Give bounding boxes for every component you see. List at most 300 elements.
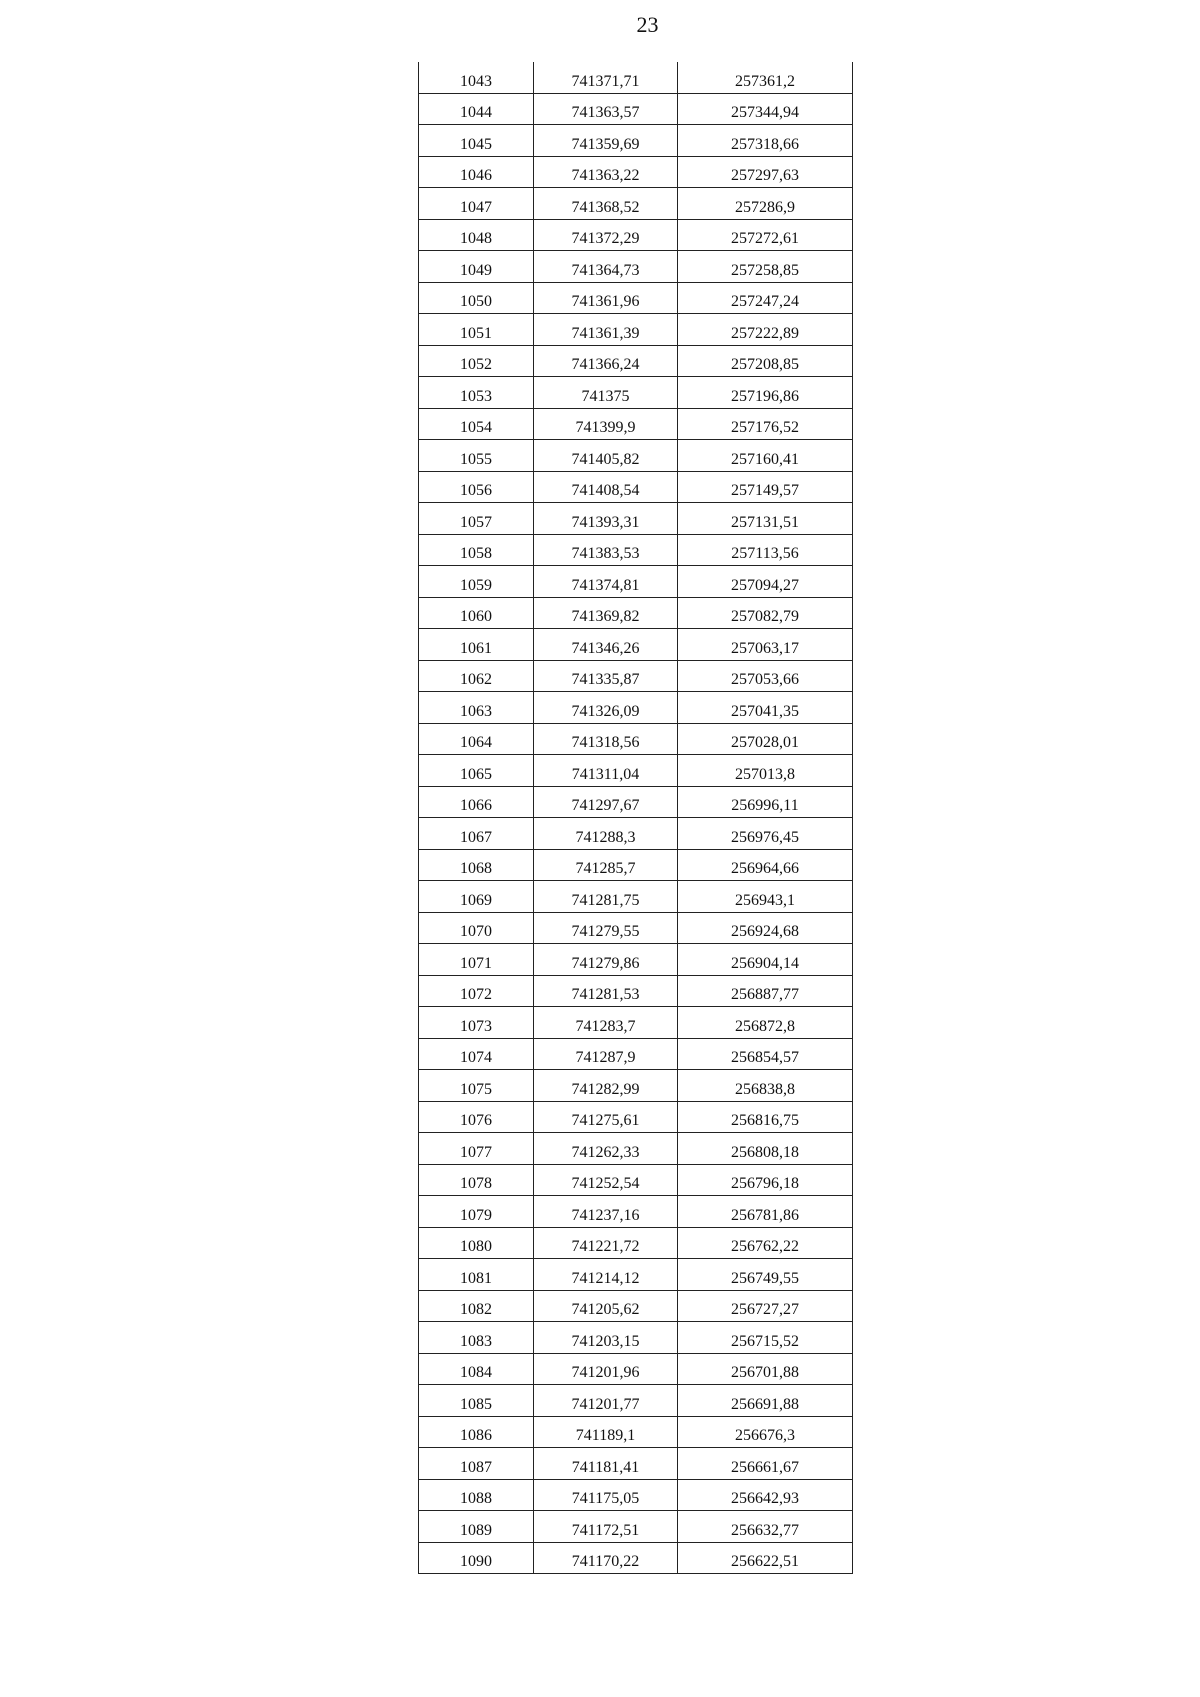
x-coordinate-cell: [534, 1542, 678, 1574]
point-number-cell: [419, 440, 534, 472]
point-number-cell: [419, 755, 534, 787]
y-coordinate-cell: [678, 1290, 853, 1322]
x-coordinate-value: 741399,9: [575, 419, 636, 436]
x-coordinate-value: 741326,09: [571, 702, 640, 720]
x-coordinate-value: 741172,51: [571, 1521, 640, 1539]
point-number-value: 1052: [460, 356, 492, 373]
y-coordinate-cell: [678, 1101, 853, 1133]
point-number-cell: [419, 1133, 534, 1165]
table-row: [419, 1448, 853, 1480]
x-coordinate-cell: [534, 314, 678, 346]
point-number-cell: [419, 93, 534, 125]
x-coordinate-cell: [534, 1353, 678, 1385]
x-coordinate-value: 741252,54: [571, 1175, 640, 1192]
table-row: [419, 755, 853, 787]
table-row: [419, 188, 853, 220]
point-number-value: 1048: [460, 230, 492, 247]
y-coordinate-value: 257041,35: [731, 702, 799, 720]
y-coordinate-cell: [678, 188, 853, 220]
y-coordinate-cell: [678, 1070, 853, 1102]
table-row: [419, 1227, 853, 1259]
x-coordinate-cell: [534, 975, 678, 1007]
y-coordinate-cell: [678, 440, 853, 472]
x-coordinate-value: 741189,1: [575, 1427, 636, 1444]
y-coordinate-cell: [678, 471, 853, 503]
point-number-cell: [419, 660, 534, 692]
x-coordinate-cell: [534, 282, 678, 314]
y-coordinate-cell: [678, 1542, 853, 1574]
y-coordinate-cell: [678, 1133, 853, 1165]
point-number-cell: [419, 1479, 534, 1511]
x-coordinate-value: 741405,82: [571, 450, 640, 468]
x-coordinate-value: 741205,62: [571, 1301, 640, 1318]
page-number: 23: [636, 12, 659, 37]
x-coordinate-cell: [534, 251, 678, 283]
x-coordinate-value: 741346,26: [571, 639, 640, 657]
y-coordinate-value: 256749,55: [731, 1269, 799, 1287]
table-row: [419, 1479, 853, 1511]
point-number-value: 1047: [460, 198, 492, 216]
y-coordinate-value: 257258,85: [731, 261, 799, 279]
x-coordinate-value: 741363,22: [571, 167, 640, 184]
table-row: [419, 1196, 853, 1228]
y-coordinate-cell: [678, 723, 853, 755]
table-row: [419, 1353, 853, 1385]
x-coordinate-cell: [534, 188, 678, 220]
y-coordinate-value: 256691,88: [731, 1395, 799, 1413]
y-coordinate-cell: [678, 1038, 853, 1070]
y-coordinate-cell: [678, 282, 853, 314]
y-coordinate-cell: [678, 660, 853, 692]
x-coordinate-cell: [534, 1164, 678, 1196]
y-coordinate-value: 257222,89: [731, 324, 799, 342]
y-coordinate-cell: [678, 1259, 853, 1291]
y-coordinate-value: 257113,56: [731, 545, 799, 562]
table-row: [419, 440, 853, 472]
table-row: [419, 1385, 853, 1417]
point-number-value: 1059: [460, 576, 492, 594]
y-coordinate-cell: [678, 1479, 853, 1511]
point-number-cell: [419, 786, 534, 818]
point-number-cell: [419, 1164, 534, 1196]
point-number-cell: [419, 723, 534, 755]
table-row: [419, 534, 853, 566]
point-number-value: 1076: [460, 1112, 492, 1129]
point-number-value: 1055: [460, 450, 492, 468]
x-coordinate-value: 741361,39: [571, 324, 640, 342]
x-coordinate-value: 741318,56: [571, 734, 640, 751]
x-coordinate-value: 741372,29: [571, 230, 640, 247]
y-coordinate-cell: [678, 629, 853, 661]
y-coordinate-cell: [678, 503, 853, 535]
x-coordinate-value: 741368,52: [571, 198, 640, 216]
y-coordinate-cell: [678, 912, 853, 944]
point-number-cell: [419, 219, 534, 251]
coordinates-table-body: [419, 62, 853, 1574]
point-number-value: 1053: [460, 387, 492, 405]
y-coordinate-value: 256887,77: [731, 986, 799, 1003]
point-number-value: 1043: [460, 72, 492, 90]
y-coordinate-cell: [678, 1322, 853, 1354]
y-coordinate-value: 256781,86: [731, 1206, 799, 1224]
y-coordinate-value: 257208,85: [731, 356, 799, 373]
x-coordinate-cell: [534, 597, 678, 629]
point-number-cell: [419, 282, 534, 314]
y-coordinate-value: 257013,8: [735, 765, 795, 783]
y-coordinate-value: 257082,79: [731, 608, 799, 625]
y-coordinate-cell: [678, 566, 853, 598]
table-row: [419, 1038, 853, 1070]
x-coordinate-cell: [534, 1479, 678, 1511]
table-row: [419, 1511, 853, 1543]
x-coordinate-value: 741279,86: [571, 954, 640, 972]
y-coordinate-value: 256904,14: [731, 954, 799, 972]
x-coordinate-cell: [534, 503, 678, 535]
point-number-cell: [419, 1511, 534, 1543]
y-coordinate-value: 257344,94: [731, 104, 799, 121]
point-number-value: 1081: [460, 1269, 492, 1287]
point-number-cell: [419, 944, 534, 976]
table-row: [419, 786, 853, 818]
point-number-cell: [419, 566, 534, 598]
x-coordinate-cell: [534, 912, 678, 944]
point-number-value: 1075: [460, 1080, 492, 1098]
table-row: [419, 1322, 853, 1354]
y-coordinate-value: 257094,27: [731, 576, 799, 594]
x-coordinate-cell: [534, 534, 678, 566]
point-number-value: 1069: [460, 891, 492, 909]
x-coordinate-cell: [534, 156, 678, 188]
table-row: [419, 1164, 853, 1196]
point-number-cell: [419, 597, 534, 629]
table-row: [419, 62, 853, 93]
table-row: [419, 629, 853, 661]
y-coordinate-value: 256796,18: [731, 1175, 799, 1192]
x-coordinate-value: 741374,81: [571, 576, 640, 594]
y-coordinate-cell: [678, 1511, 853, 1543]
y-coordinate-value: 257053,66: [731, 671, 799, 688]
table-row: [419, 471, 853, 503]
table-row: [419, 723, 853, 755]
y-coordinate-cell: [678, 345, 853, 377]
x-coordinate-value: 741371,71: [571, 72, 640, 90]
x-coordinate-value: 741363,57: [571, 104, 640, 121]
point-number-value: 1065: [460, 765, 492, 783]
point-number-cell: [419, 1196, 534, 1228]
x-coordinate-value: 741279,55: [571, 923, 640, 940]
table-row: [419, 1542, 853, 1574]
y-coordinate-cell: [678, 377, 853, 409]
point-number-value: 1056: [460, 482, 492, 499]
x-coordinate-value: 741408,54: [571, 482, 640, 499]
point-number-cell: [419, 1101, 534, 1133]
y-coordinate-value: 257272,61: [731, 230, 799, 247]
y-coordinate-cell: [678, 1196, 853, 1228]
point-number-value: 1079: [460, 1206, 492, 1224]
x-coordinate-value: 741287,9: [575, 1049, 636, 1066]
point-number-cell: [419, 818, 534, 850]
x-coordinate-cell: [534, 1101, 678, 1133]
point-number-value: 1088: [460, 1490, 492, 1507]
point-number-cell: [419, 1290, 534, 1322]
point-number-value: 1082: [460, 1301, 492, 1318]
table-row: [419, 1101, 853, 1133]
point-number-cell: [419, 1007, 534, 1039]
point-number-value: 1086: [460, 1427, 492, 1444]
point-number-value: 1050: [460, 293, 492, 310]
x-coordinate-value: 741297,67: [571, 797, 640, 814]
point-number-value: 1078: [460, 1175, 492, 1192]
x-coordinate-value: 741383,53: [571, 545, 640, 562]
y-coordinate-value: 256808,18: [731, 1143, 799, 1161]
x-coordinate-value: 741393,31: [571, 513, 640, 531]
table-row: [419, 912, 853, 944]
y-coordinate-value: 256661,67: [731, 1458, 799, 1476]
x-coordinate-cell: [534, 1416, 678, 1448]
x-coordinate-value: 741375: [581, 387, 630, 405]
point-number-cell: [419, 125, 534, 157]
point-number-value: 1089: [460, 1521, 492, 1539]
point-number-value: 1087: [460, 1458, 492, 1476]
y-coordinate-value: 256642,93: [731, 1490, 799, 1507]
x-coordinate-value: 741262,33: [571, 1143, 640, 1161]
y-coordinate-cell: [678, 1416, 853, 1448]
y-coordinate-value: 256838,8: [735, 1080, 795, 1098]
y-coordinate-value: 257318,66: [731, 135, 799, 153]
point-number-value: 1049: [460, 261, 492, 279]
point-number-cell: [419, 1448, 534, 1480]
y-coordinate-cell: [678, 1164, 853, 1196]
x-coordinate-cell: [534, 881, 678, 913]
y-coordinate-value: 256701,88: [731, 1364, 799, 1381]
table-row: [419, 975, 853, 1007]
point-number-value: 1066: [460, 797, 492, 814]
x-coordinate-cell: [534, 566, 678, 598]
point-number-cell: [419, 62, 534, 93]
x-coordinate-cell: [534, 849, 678, 881]
y-coordinate-cell: [678, 881, 853, 913]
y-coordinate-value: 257196,86: [731, 387, 799, 405]
y-coordinate-value: 256622,51: [731, 1553, 799, 1570]
point-number-value: 1083: [460, 1332, 492, 1350]
point-number-cell: [419, 408, 534, 440]
point-number-cell: [419, 314, 534, 346]
x-coordinate-cell: [534, 125, 678, 157]
x-coordinate-cell: [534, 1259, 678, 1291]
x-coordinate-cell: [534, 818, 678, 850]
point-number-cell: [419, 156, 534, 188]
table-row: [419, 881, 853, 913]
y-coordinate-cell: [678, 251, 853, 283]
y-coordinate-value: 257160,41: [731, 450, 799, 468]
point-number-value: 1044: [460, 104, 492, 121]
x-coordinate-cell: [534, 219, 678, 251]
point-number-value: 1084: [460, 1364, 492, 1381]
y-coordinate-value: 256943,1: [735, 891, 795, 909]
y-coordinate-cell: [678, 818, 853, 850]
point-number-cell: [419, 692, 534, 724]
y-coordinate-value: 256816,75: [731, 1112, 799, 1129]
table-row: [419, 1290, 853, 1322]
y-coordinate-value: 257297,63: [731, 167, 799, 184]
y-coordinate-value: 257176,52: [731, 419, 799, 436]
x-coordinate-value: 741275,61: [571, 1112, 640, 1129]
y-coordinate-cell: [678, 93, 853, 125]
y-coordinate-value: 256872,8: [735, 1017, 795, 1035]
y-coordinate-value: 257131,51: [731, 513, 799, 531]
x-coordinate-cell: [534, 471, 678, 503]
y-coordinate-cell: [678, 1353, 853, 1385]
y-coordinate-cell: [678, 1448, 853, 1480]
x-coordinate-value: 741201,96: [571, 1364, 640, 1381]
y-coordinate-cell: [678, 314, 853, 346]
x-coordinate-cell: [534, 1007, 678, 1039]
y-coordinate-cell: [678, 1227, 853, 1259]
x-coordinate-value: 741282,99: [571, 1080, 640, 1098]
point-number-cell: [419, 1070, 534, 1102]
x-coordinate-cell: [534, 944, 678, 976]
table-row: [419, 660, 853, 692]
point-number-value: 1085: [460, 1395, 492, 1413]
y-coordinate-cell: [678, 534, 853, 566]
point-number-value: 1057: [460, 513, 492, 531]
coordinates-table: [418, 62, 853, 1574]
y-coordinate-cell: [678, 786, 853, 818]
point-number-cell: [419, 1227, 534, 1259]
table-row: [419, 1007, 853, 1039]
y-coordinate-cell: [678, 849, 853, 881]
table-row: [419, 566, 853, 598]
table-row: [419, 314, 853, 346]
x-coordinate-value: 741366,24: [571, 356, 640, 373]
x-coordinate-value: 741181,41: [571, 1458, 640, 1476]
x-coordinate-cell: [534, 1227, 678, 1259]
y-coordinate-cell: [678, 692, 853, 724]
x-coordinate-cell: [534, 93, 678, 125]
x-coordinate-cell: [534, 692, 678, 724]
y-coordinate-cell: [678, 1385, 853, 1417]
point-number-value: 1058: [460, 545, 492, 562]
x-coordinate-value: 741285,7: [575, 860, 636, 877]
x-coordinate-cell: [534, 440, 678, 472]
x-coordinate-value: 741311,04: [571, 765, 640, 783]
table-row: [419, 125, 853, 157]
x-coordinate-cell: [534, 755, 678, 787]
y-coordinate-value: 257286,9: [735, 198, 795, 216]
x-coordinate-value: 741203,15: [571, 1332, 640, 1350]
point-number-cell: [419, 1542, 534, 1574]
table-row: [419, 1133, 853, 1165]
x-coordinate-value: 741201,77: [571, 1395, 640, 1413]
x-coordinate-cell: [534, 1322, 678, 1354]
point-number-value: 1061: [460, 639, 492, 657]
x-coordinate-value: 741359,69: [571, 135, 640, 153]
x-coordinate-value: 741237,16: [571, 1206, 640, 1224]
y-coordinate-value: 257361,2: [735, 72, 795, 90]
point-number-cell: [419, 534, 534, 566]
point-number-value: 1070: [460, 923, 492, 940]
point-number-value: 1046: [460, 167, 492, 184]
x-coordinate-cell: [534, 786, 678, 818]
point-number-cell: [419, 849, 534, 881]
y-coordinate-cell: [678, 975, 853, 1007]
x-coordinate-cell: [534, 1290, 678, 1322]
y-coordinate-value: 256676,3: [735, 1427, 795, 1444]
y-coordinate-value: 256632,77: [731, 1521, 799, 1539]
point-number-value: 1072: [460, 986, 492, 1003]
x-coordinate-cell: [534, 1511, 678, 1543]
point-number-value: 1045: [460, 135, 492, 153]
table-row: [419, 1259, 853, 1291]
point-number-cell: [419, 471, 534, 503]
x-coordinate-cell: [534, 345, 678, 377]
x-coordinate-cell: [534, 408, 678, 440]
point-number-value: 1060: [460, 608, 492, 625]
y-coordinate-value: 257063,17: [731, 639, 799, 657]
x-coordinate-value: 741281,75: [571, 891, 640, 909]
x-coordinate-cell: [534, 62, 678, 93]
table-row: [419, 692, 853, 724]
table-row: [419, 1070, 853, 1102]
point-number-cell: [419, 1353, 534, 1385]
y-coordinate-cell: [678, 597, 853, 629]
y-coordinate-value: 256964,66: [731, 860, 799, 877]
x-coordinate-value: 741335,87: [571, 671, 640, 688]
point-number-value: 1073: [460, 1017, 492, 1035]
point-number-value: 1080: [460, 1238, 492, 1255]
x-coordinate-cell: [534, 1070, 678, 1102]
point-number-value: 1051: [460, 324, 492, 342]
y-coordinate-cell: [678, 219, 853, 251]
point-number-value: 1067: [460, 828, 492, 846]
point-number-cell: [419, 345, 534, 377]
x-coordinate-cell: [534, 377, 678, 409]
x-coordinate-cell: [534, 629, 678, 661]
x-coordinate-value: 741170,22: [571, 1553, 640, 1570]
table-row: [419, 818, 853, 850]
x-coordinate-value: 741283,7: [575, 1017, 636, 1035]
table-row: [419, 377, 853, 409]
point-number-cell: [419, 975, 534, 1007]
table-row: [419, 93, 853, 125]
table-row: [419, 503, 853, 535]
point-number-value: 1090: [460, 1553, 492, 1570]
x-coordinate-cell: [534, 1448, 678, 1480]
table-row: [419, 282, 853, 314]
y-coordinate-cell: [678, 408, 853, 440]
table-row: [419, 408, 853, 440]
x-coordinate-value: 741369,82: [571, 608, 640, 625]
y-coordinate-value: 256976,45: [731, 828, 799, 846]
x-coordinate-value: 741361,96: [571, 293, 640, 310]
point-number-cell: [419, 629, 534, 661]
x-coordinate-cell: [534, 1196, 678, 1228]
point-number-cell: [419, 1259, 534, 1291]
point-number-cell: [419, 1416, 534, 1448]
table-row: [419, 251, 853, 283]
y-coordinate-value: 257247,24: [731, 293, 799, 310]
y-coordinate-value: 256762,22: [731, 1238, 799, 1255]
table-row: [419, 597, 853, 629]
point-number-value: 1071: [460, 954, 492, 972]
y-coordinate-cell: [678, 944, 853, 976]
y-coordinate-cell: [678, 156, 853, 188]
point-number-value: 1068: [460, 860, 492, 877]
table-row: [419, 219, 853, 251]
y-coordinate-value: 256715,52: [731, 1332, 799, 1350]
point-number-value: 1062: [460, 671, 492, 688]
point-number-cell: [419, 188, 534, 220]
